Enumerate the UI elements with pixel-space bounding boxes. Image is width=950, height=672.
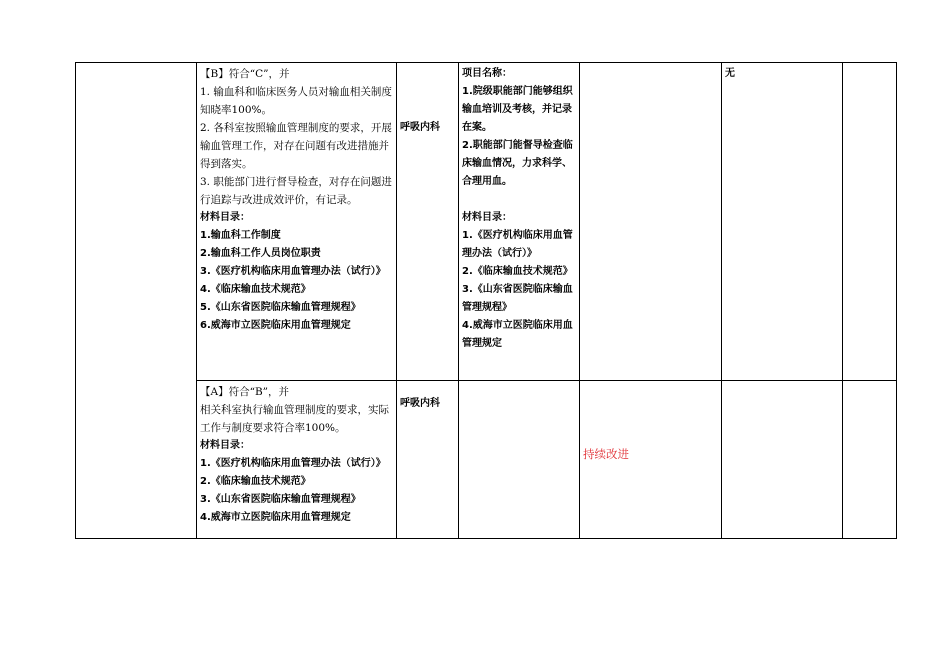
table-row [76, 381, 897, 539]
department-name: 呼吸内科 [400, 122, 440, 133]
project-cell [459, 381, 580, 539]
material-item: 4.《临床输血技术规范》 [200, 284, 311, 295]
project-material-item: 2.《临床输血技术规范》 [462, 266, 573, 277]
issues-cell [722, 381, 843, 539]
issues-text: 无 [725, 68, 735, 79]
standard-cell [197, 381, 397, 539]
standard-cell [197, 63, 397, 381]
project-item: 1.院级职能部门能够组织输血培训及考核，并记录在案。 [462, 86, 573, 133]
material-item: 3.《医疗机构临床用血管理办法（试行）》 [200, 266, 386, 277]
project-material-item: 3.《山东省医院临床输血管理规程》 [462, 284, 573, 313]
project-cell [459, 63, 580, 381]
department-name: 呼吸内科 [400, 398, 440, 409]
material-item: 4.威海市立医院临床用血管理规定 [200, 512, 351, 523]
material-item: 5.《山东省医院临床输血管理规程》 [200, 302, 361, 313]
standard-item: 3. 职能部门进行督导检查，对存在问题进行追踪与改进成效评价，有记录。 [200, 176, 392, 206]
department-cell [397, 63, 459, 381]
status-text: 持续改进 [583, 447, 629, 461]
material-item: 2.输血科工作人员岗位职责 [200, 248, 321, 259]
material-item: 3.《山东省医院临床输血管理规程》 [200, 494, 361, 505]
materials-title: 材料目录： [200, 212, 250, 223]
category-cell [76, 63, 197, 539]
material-item: 6.威海市立医院临床用血管理规定 [200, 320, 351, 331]
standard-heading: 【B】符合“C”，并 [200, 68, 290, 80]
spacer [462, 191, 576, 209]
project-material-item: 4.威海市立医院临床用血管理规定 [462, 320, 573, 349]
material-item: 1.输血科工作制度 [200, 230, 281, 241]
status-cell [580, 63, 722, 381]
material-item: 2.《临床输血技术规范》 [200, 476, 311, 487]
evaluation-table [75, 62, 897, 539]
table-row [76, 63, 897, 381]
department-cell [397, 381, 459, 539]
project-material-item: 1.《医疗机构临床用血管理办法（试行）》 [462, 230, 573, 259]
materials-title: 材料目录： [200, 440, 250, 451]
standard-item: 2. 各科室按照输血管理制度的要求，开展输血管理工作，对存在问题有改进措施并得到落实。 [200, 122, 392, 170]
issues-cell [722, 63, 843, 381]
material-item: 1.《医疗机构临床用血管理办法（试行）》 [200, 458, 386, 469]
project-materials-title: 材料目录： [462, 212, 512, 223]
remarks-cell [843, 63, 897, 381]
standard-heading: 【A】符合“B”，并 [200, 386, 290, 398]
remarks-cell [843, 381, 897, 539]
standard-item: 相关科室执行输血管理制度的要求，实际工作与制度要求符合率100%。 [200, 404, 389, 434]
project-item: 2.职能部门能督导检查临床输血情况，力求科学、合理用血。 [462, 140, 573, 187]
standard-item: 1. 输血科和临床医务人员对输血相关制度知晓率100%。 [200, 86, 392, 116]
status-cell [580, 381, 722, 539]
project-title: 项目名称： [462, 68, 512, 79]
